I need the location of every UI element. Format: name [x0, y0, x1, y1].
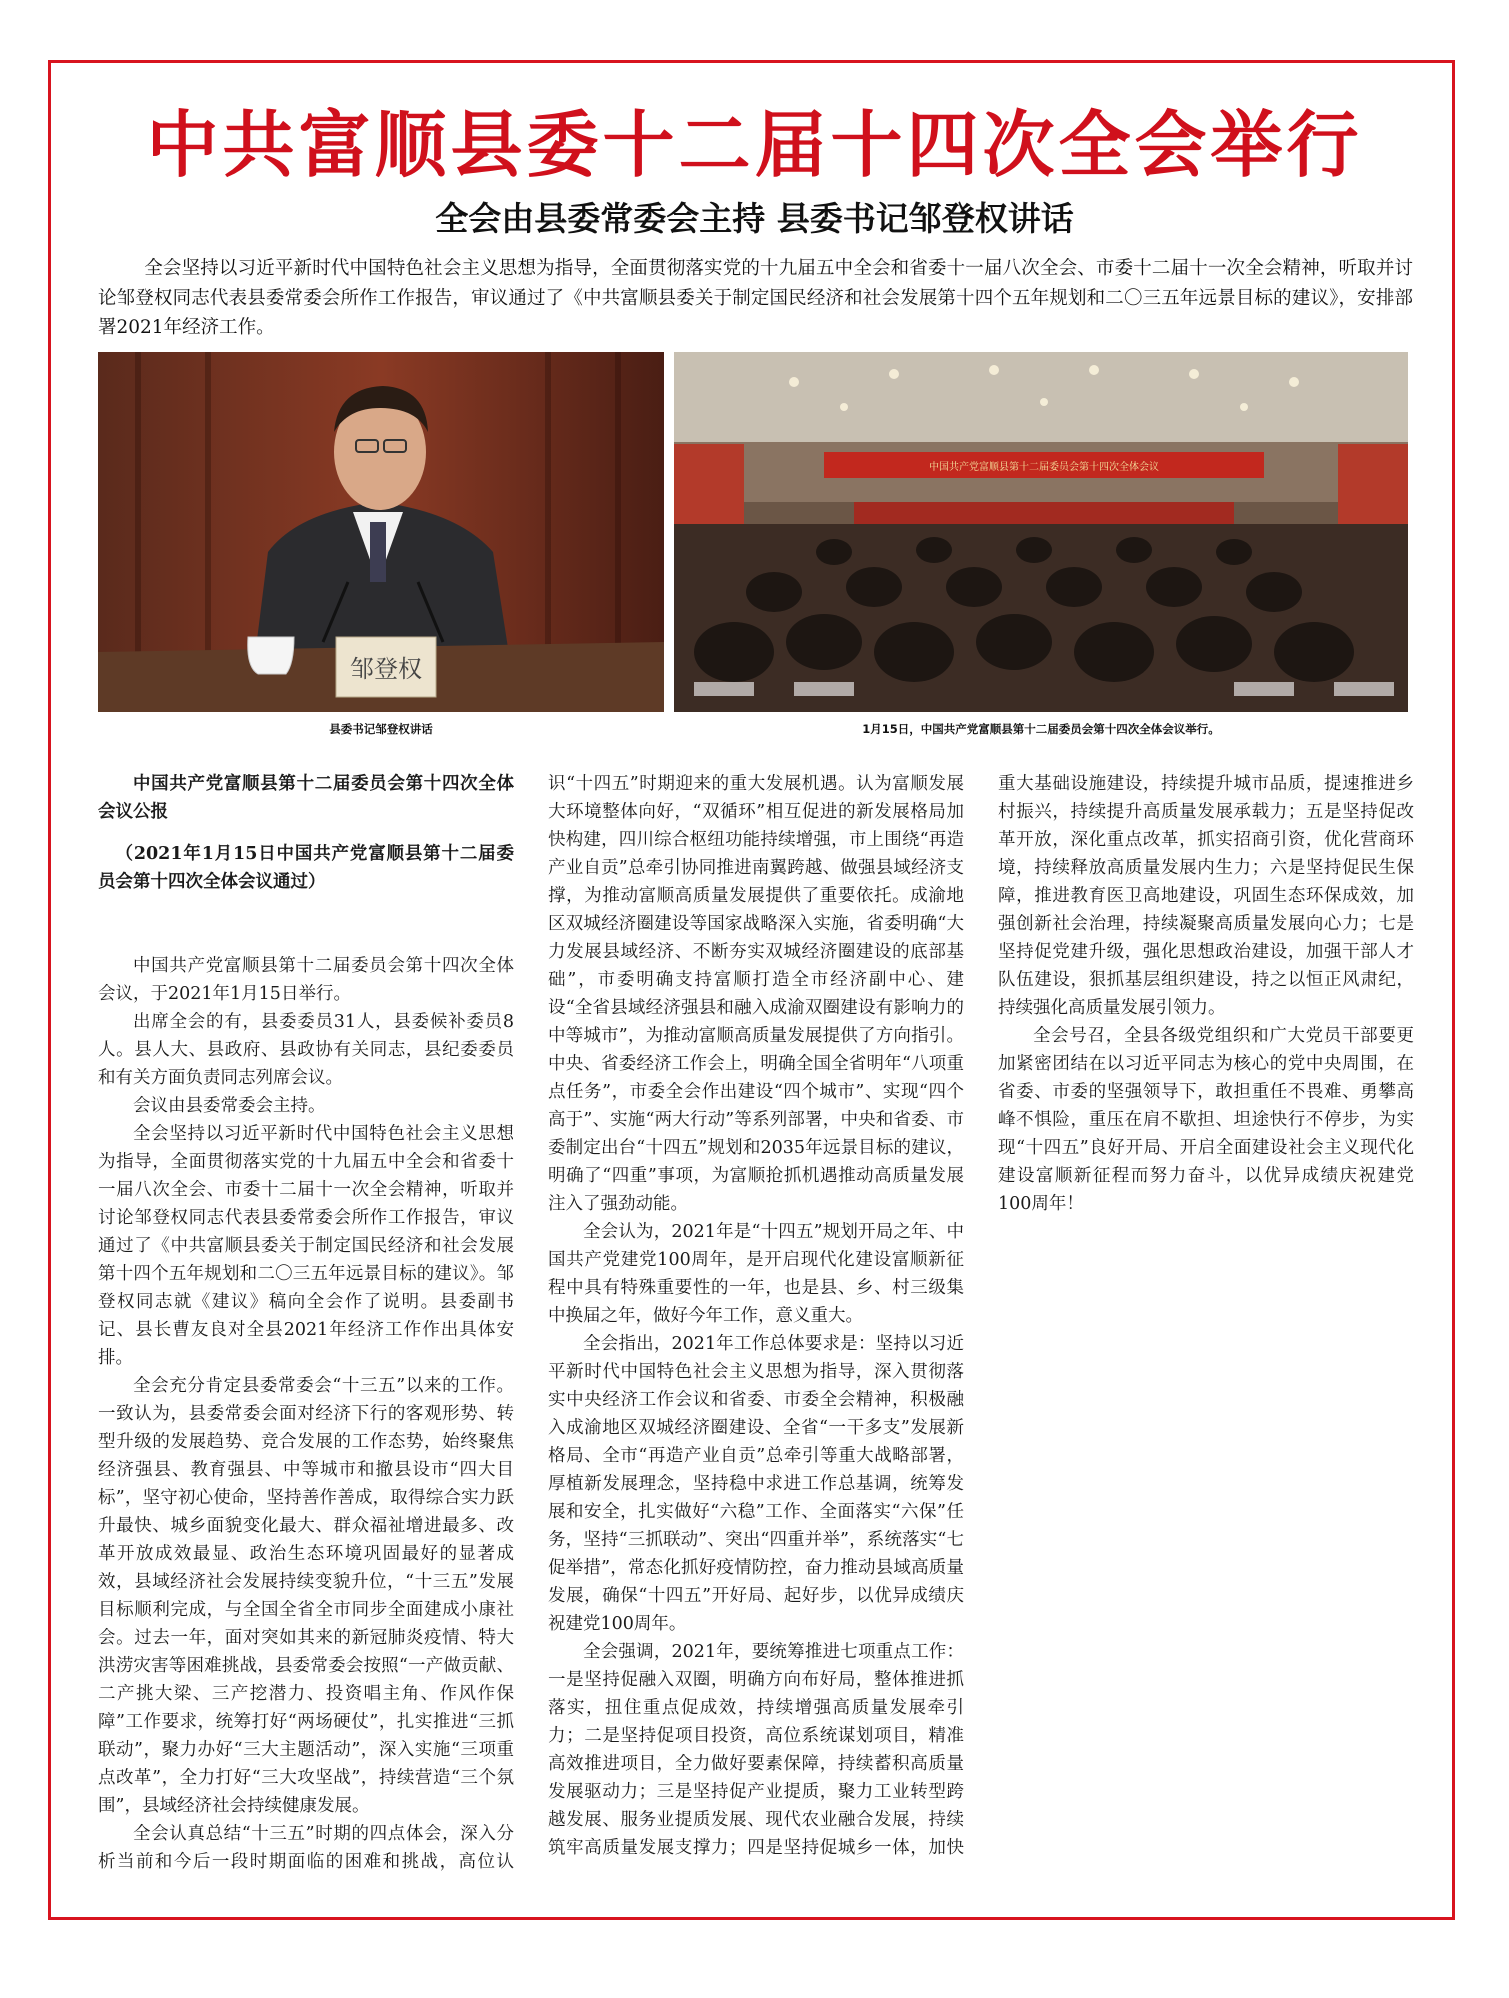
body-paragraph: 会议由县委常委会主持。 [133, 1096, 326, 1116]
article-body [98, 770, 1414, 1880]
body-paragraph: 全会充分肯定县委常委会“十三五”以来的工作。一致认为，县委常委会面对经济下行的客观形势、转型升级的发展趋势、竞合发展的工作态势，始终聚焦经济强县、教育强县、中等城市和撤县设市“四大目标”，坚守初心使命，坚持善作善成，取得综合实力跃升最快、城乡面貌变化最大、群众福祉增进最多、改革开放成效最显、政治生态环境巩固最好的显著成效，县域经济社会发展持续变貌升位，“十三五”发展目标顺利完成，与全国全省全市同步全面建成小康社会。过去一年，面对突如其来的新冠肺炎疫情、特大洪涝灾害等困难挑战，县委常委会按照“一产做贡献、二产挑大梁、三产挖潜力、投资唱主角、作风作保障”工作要求，统筹打好“两场硬仗”，扎实推进“三抓联动”，聚力办好“三大主题活动”，深入实施“三项重点改革”，全力打好“三大攻坚战”，持续营造“三个氛围”，县域经济社会持续健康发展。 [98, 1376, 514, 1816]
photo-caption-right: 1月15日，中国共产党富顺县第十二届委员会第十四次全体会议举行。 [862, 722, 1220, 736]
body-paragraph: 全会号召，全县各级党组织和广大党员干部要更加紧密团结在以习近平同志为核心的党中央周围，在省委、市委的坚强领导下，敢担重任不畏难、勇攀高峰不惧险，重压在肩不歇担、坦途快行不停步，为实现“十四五”良好开局、开启全面建设社会主义现代化建设富顺新征程而努力奋斗，以优异成绩庆祝建党100周年！ [998, 1026, 1414, 1214]
body-paragraph: 全会坚持以习近平新时代中国特色社会主义思想为指导，全面贯彻落实党的十九届五中全会和省委十一届八次全会、市委十二届十一次全会精神，听取并讨论邹登权同志代表县委常委会所作工作报告，审议通过了《中共富顺县委关于制定国民经济和社会发展第十四个五年规划和二〇三五年远景目标的建议》。邹登权同志就《建议》稿向全会作了说明。县委副书记、县长曹友良对全县2021年经济工作作出具体安排。 [98, 1124, 514, 1368]
body-paragraph: 全会认真总结“十三五”时期的四点体会，深入分析当前和今后一段时期面临的困难和挑战，高位认识“十四五”时期迎来的重大发展机遇。认为富顺发展大环境整体向好，“双循环”相互促进的新发展格局加快构建，四川综合枢纽功能持续增强，市上围绕“再造产业自贡”总牵引协同推进南翼跨越、做强县域经济支撑，为推动富顺高质量发展提供了重要依托。成渝地区双城经济圈建设等国家战略深入实施，省委明确“大力发展县域经济、不断夯实双城经济圈建设的底部基础”，市委明确支持富顺打造全市经济副中心、建设“全省县域经济强县和融入成渝双圈建设有影响力的中等城市”，为推动富顺高质量发展提供了方向指引。中央、省委经济工作会上，明确全国全省明年“八项重点任务”，市委全会作出建设“四个城市”、实现“四个高于”、实施“两大行动”等系列部署，中央和省委、市委制定出台“十四五”规划和2035年远景目标的建议，明确了“四重”事项，为富顺抢抓机遇推动高质量发展注入了强劲动能。 [98, 774, 964, 1872]
body-paragraph: 全会强调，2021年，要统筹推进七项重点工作：一是坚持促融入双圈，明确方向布好局，整体推进抓落实，扭住重点促成效，持续增强高质量发展牵引力；二是坚持促项目投资，高位系统谋划项目，精准高效推进项目，全力做好要素保障，持续蓄积高质量发展驱动力；三是坚持促产业提质，聚力工业转型跨越发展、服务业提质发展、现代农业融合发展，持续筑牢高质量发展支撑力；四是坚持促城乡一体，加快重大基础设施建设，持续提升城市品质，提速推进乡村振兴，持续提升高质量发展承载力；五是坚持促改革开放，深化重点改革，抓实招商引资，优化营商环境，持续释放高质量发展内生力；六是坚持促民生保障，推进教育医卫高地建设，巩固生态环保成效，加强创新社会治理，持续凝聚高质量发展向心力；七是坚持促党建升级，强化思想政治建设，加强干部人才队伍建设，狠抓基层组织建设，持之以恒正风肃纪，持续强化高质量发展引领力。 [548, 774, 1414, 1858]
nameplate-text: 邹登权 [350, 655, 422, 683]
spacer [98, 896, 514, 952]
communique-title: 中国共产党富顺县第十二届委员会第十四次全体会议公报 [98, 774, 514, 822]
body-paragraph: 中国共产党富顺县第十二届委员会第十四次全体会议，于2021年1月15日举行。 [98, 956, 514, 1004]
photo-caption-left: 县委书记邹登权讲话 [329, 722, 433, 736]
banner-text: 中国共产党富顺县第十二届委员会第十四次全体会议 [929, 462, 1159, 473]
subheadline: 全会由县委常委会主持 县委书记邹登权讲话 [435, 199, 1074, 238]
photo-speaker [98, 352, 664, 712]
lead-paragraph: 全会坚持以习近平新时代中国特色社会主义思想为指导，全面贯彻落实党的十九届五中全会和省委十一届八次全会、市委十二届十一次全会精神，听取并讨论邹登权同志代表县委常委会所作工作报告，审议通过了《中共富顺县委关于制定国民经济和社会发展第十四个五年规划和二〇三五年远景目标的建议》，安排部署2021年经济工作。 [98, 258, 1413, 338]
body-paragraph: 全会认为，2021年是“十四五”规划开局之年、中国共产党建党100周年，是开启现代化建设富顺新征程中具有特殊重要性的一年，也是县、乡、村三级集中换届之年，做好今年工作，意义重大。 [548, 1222, 964, 1326]
photo-meeting-hall [674, 352, 1408, 712]
body-paragraph: 全会指出，2021年工作总体要求是：坚持以习近平新时代中国特色社会主义思想为指导，深入贯彻落实中央经济工作会议和省委、市委全会精神，积极融入成渝地区双城经济圈建设、全省“一干多支”发展新格局、全市“再造产业自贡”总牵引等重大战略部署，厚植新发展理念，坚持稳中求进工作总基调，统筹发展和安全，扎实做好“六稳”工作、全面落实“六保”任务，坚持“三抓联动”、突出“四重并举”，系统落实“七促举措”，常态化抓好疫情防控，奋力推动县域高质量发展，确保“十四五”开好局、起好步，以优异成绩庆祝建党100周年。 [548, 1334, 964, 1634]
body-paragraph: 出席全会的有，县委委员31人，县委候补委员8人。县人大、县政府、县政协有关同志，县纪委委员和有关方面负责同志列席会议。 [98, 1012, 514, 1088]
headline: 中共富顺县委十二届十四次全会举行 [146, 103, 1363, 187]
communique-note: （2021年1月15日中国共产党富顺县第十二届委员会第十四次全体会议通过） [98, 844, 514, 892]
